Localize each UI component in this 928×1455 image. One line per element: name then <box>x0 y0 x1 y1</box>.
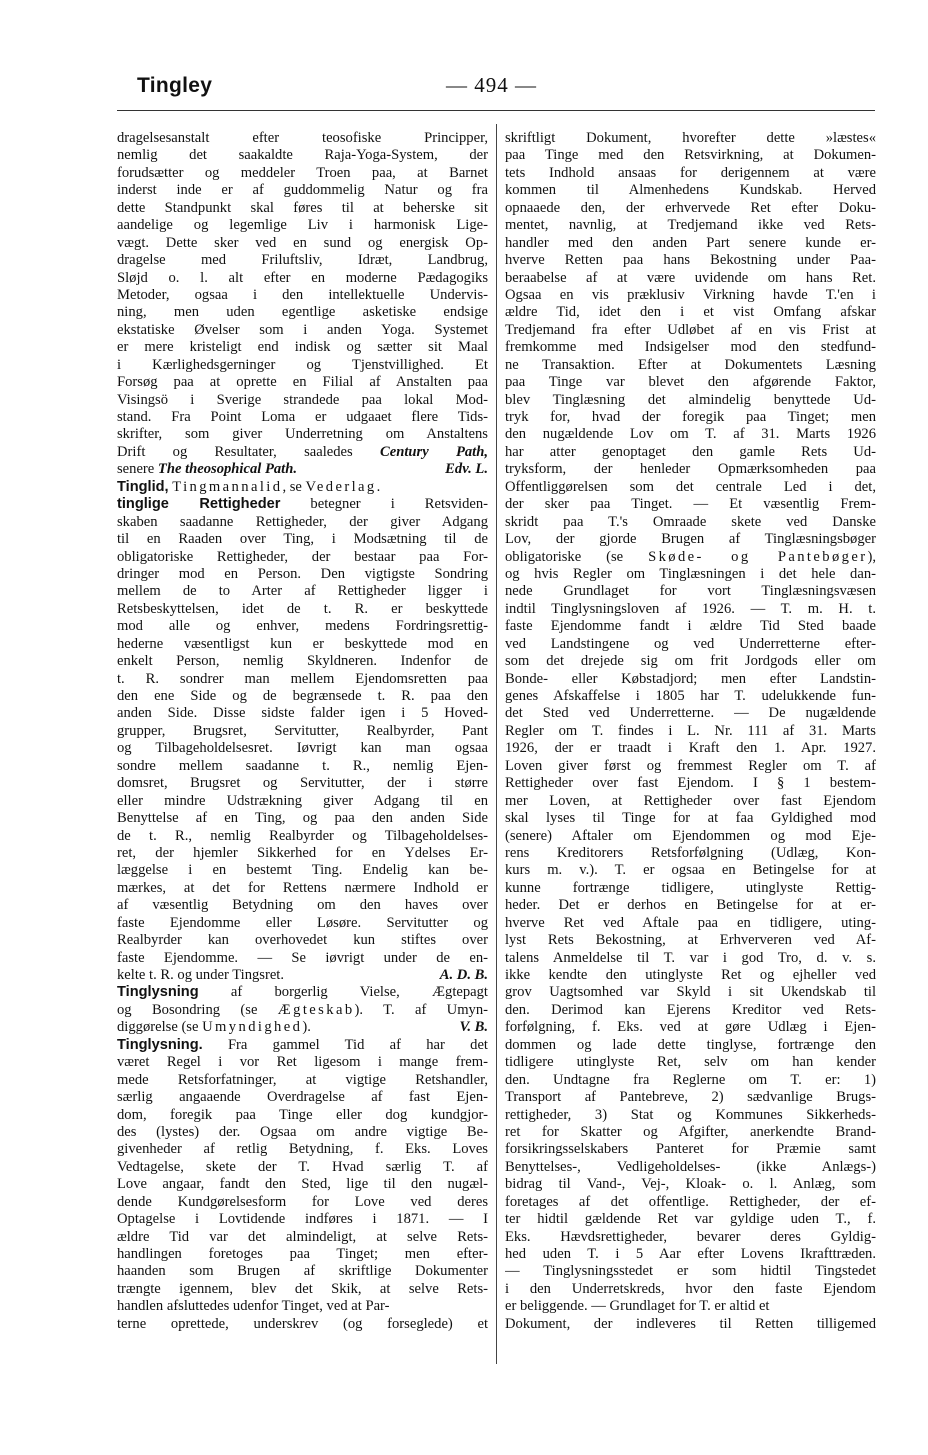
text-line: (senere) Aftaler om Ejendommen og mod Eje- <box>505 827 876 844</box>
text-line: faste Ejendomme fandt i ældre Tid Sted baade <box>505 618 876 635</box>
text-line: ret for Skatter og Afgifter, anerkendte Brand- <box>505 1123 876 1140</box>
text-line: vægt. Dette sker ved en sund og energisk Op- <box>117 234 488 251</box>
text-line: Dokument, der indleveres til Retten tilligemed <box>505 1315 876 1332</box>
text-line: Love angaar, fandt den Sted, lige til den nugæl- <box>117 1176 488 1193</box>
text-line: Offentliggørelsen som det centrale Led i det, <box>505 478 876 495</box>
text-line: og Tilbageholdelsesret. Iøvrigt kan man ogsaa <box>117 740 488 757</box>
text-line: ikke kendte den utinglyste Ret og ejheller ved <box>505 967 876 983</box>
text-line: grupper, Brugsret, Servitutter, Realbyrder, Pant <box>117 722 488 739</box>
text-line: stand. Fra Point Loma er udgaaet flere Tids- <box>117 409 488 425</box>
text-line: dragelsesanstalt efter teosofiske Principper, <box>117 130 488 146</box>
text-line: skaben saadanne Rettigheder, der giver Adgang <box>117 513 488 530</box>
text-line: de t. R., nemlig Realbyrder og Tilbageholdelses- <box>117 827 488 844</box>
text-line: blev Tinglæsning det almindelig benyttede Ud- <box>505 391 876 408</box>
text-line: opnaaede den, der erhvervede Ret efter Doku- <box>505 199 876 216</box>
text-line: enkelt Person, nemlig Skyldneren. Indenfor de <box>117 653 488 670</box>
text-line: t. R. sondrer man mellem Ejendomsretten paa <box>117 670 488 687</box>
text-line: mod alle og enhver, medens Fordringsrettig- <box>117 618 488 635</box>
text-line: terne oprettede, underskrev (og forseglede) et <box>117 1315 488 1332</box>
text-line: ekstatiske Øvelser som i anden Yoga. Systemet <box>117 321 488 338</box>
text-line: den ene Side og de begrænsede t. R. paa den <box>117 688 488 704</box>
text-line: anden Side. Disse sidste falder igen i 5 Hoved- <box>117 705 488 722</box>
text-line: af væsentlig Betydning om den haves over <box>117 897 488 914</box>
text-line: den nugældende Lov om T. af 31. Marts 1926 <box>505 426 876 443</box>
text-line: dom, foregik paa Tinge eller dog kundgjor- <box>117 1106 488 1123</box>
text-line: den. Undtagne fra Reglerne om T. er: 1) <box>505 1071 876 1088</box>
text-line: forudsætter og meddeler Troen paa, at Barnet <box>117 164 488 181</box>
text-line: fremkomme med Indsigelser mod den stedfund- <box>505 339 876 356</box>
text-line: skridt paa T.'s Omraade skete ved Danske <box>505 513 876 530</box>
text-line: mellem de to Arter af Rettigheder ligger i <box>117 583 488 600</box>
text-line: tets Indhold ansaas for derigennem at være <box>505 164 876 181</box>
text-line: og hvis Regler om Tinglæsningen i det hele dan- <box>505 565 876 582</box>
text-line: hederne væsentligst kun er beskyttede mod en <box>117 635 488 652</box>
text-line: Visingsö i Sverige strandede paa lokal Mod- <box>117 391 488 408</box>
text-line: Benyttelse af en Ting, og paa den anden Side <box>117 810 488 827</box>
text-line: kelte t. R. og under Tingsret. A. D. B. <box>117 967 488 983</box>
text-line: Bonde- eller Købstadjord; men efter Landstin- <box>505 670 876 687</box>
text-line: til en Raaden over Ting, i Modsætning til de <box>117 531 488 548</box>
text-line: rettigheder, 3) Stat og Kommunes Sikkerheds- <box>505 1106 876 1123</box>
text-line: Rettigheder over fast Ejendom. I § 1 bestem- <box>505 775 876 792</box>
text-line: har atter genoptaget den gamle Rets Ud- <box>505 443 876 460</box>
text-line: senere The theosophical Path. Edv. L. <box>117 461 488 478</box>
page-number: — 494 — <box>446 73 537 97</box>
text-line: mentet, navnlig, at Tredjemand ikke ved Rets- <box>505 217 876 234</box>
text-line: skal lyses til Tinge for at faa Gyldighed mod <box>505 810 876 827</box>
text-line: som det drejede sig om frit Jordgods eller om <box>505 653 876 670</box>
text-line: dommen og lade dette tinglyse, fortrænge den <box>505 1036 876 1053</box>
text-line: trængte igennem, blev det Skik, at selve Rets- <box>117 1280 488 1297</box>
text-line: beraabelse af at være uvidende om hans Ret. <box>505 269 876 286</box>
text-line: dette Standpunkt skal føres til at beherske sit <box>117 199 488 216</box>
text-line: ne Transaktion. Efter at Dokumentets Læsning <box>505 356 876 373</box>
text-line: skriftligt Dokument, hvorefter dette »læstes« <box>505 130 876 146</box>
text-line: tryk for, hvad der foregik paa Tinget; men <box>505 409 876 425</box>
text-line: eller mindre Udstrækning giver Adgang til en <box>117 792 488 809</box>
text-line: lyst Rets Bekostning, at Erhververen ved Af- <box>505 932 876 949</box>
text-line: Eks. Hævdsrettigheder, bevarer deres Gyldig- <box>505 1228 876 1245</box>
text-line: mer Loven, at Rettigheder over fast Ejendom <box>505 792 876 809</box>
text-line: hverve Retten paa hans Bekostning under Paa- <box>505 252 876 269</box>
text-line: er beliggende. — Grundlaget for T. er altid et <box>505 1298 770 1315</box>
text-line: Benyttelses-, Vedligeholdelses- (ikke Anlægs-) <box>505 1158 876 1175</box>
text-line: skrifter, som giver Underretning om Anstaltens <box>117 426 488 443</box>
text-line: aandelige og legemlige Liv i harmonisk Lige- <box>117 217 488 234</box>
text-line: faste Ejendomme eller Løsøre. Servitutter og <box>117 914 488 931</box>
left-column <box>117 130 488 1333</box>
text-line: i Kærlighedsgerninger og Tjenstvillighed. Et <box>117 356 488 373</box>
text-line: ved Landstingene og ved Underretterne efter- <box>505 635 876 652</box>
text-line: kurs m. v.). T. er ogsaa en Betingelse for at <box>505 862 876 879</box>
text-line: ældre Tid, idet den i et vist Omfang afskar <box>505 304 876 321</box>
text-line: handler med den anden Part senere kunde er- <box>505 234 876 251</box>
text-line: hed uden T. i 5 Aar efter Lovens Ikrafttræden. <box>505 1246 876 1262</box>
text-line: domsret, Brugsret og Servitutter, der i større <box>117 775 488 792</box>
text-line: bidrag til Vand-, Vej-, Kloak- o. l. Anlæg, som <box>505 1176 876 1193</box>
text-line: ning, men uden egentlige asketiske endsige <box>117 304 488 321</box>
running-head-word: Tingley <box>137 74 213 97</box>
text-line: sondre mellem saadanne t. R., nemlig Ejen- <box>117 757 488 774</box>
text-line: Sløjd o. l. alt efter en moderne Pædagogiks <box>117 269 488 286</box>
text-line: Tinglid, Tingmannalid, se Vederlag. <box>117 478 383 495</box>
text-line: kunne fortrænge tidligere, utinglyste Rettig- <box>505 879 876 896</box>
text-line: Metoder, ogsaa i den intellektuelle Undervis- <box>117 286 488 303</box>
text-line: indtil Tinglysningsloven af 1926. — T. m. H. t. <box>505 600 876 617</box>
text-line: ældre Tid var det almindeligt, at selve Rets- <box>117 1228 488 1245</box>
text-line: Vedtagelse, skete der T. Hvad særlig T. af <box>117 1158 488 1175</box>
text-line: været Regel i vor Ret ligesom i mange frem- <box>117 1054 488 1071</box>
text-line: dende Kundgørelsesform for Love ved deres <box>117 1193 488 1210</box>
text-line: Lov, der gjorde Brugen af Tinglæsningsbøger <box>505 531 876 548</box>
text-line: givenheder af retlig Betydning, f. Eks. Loves <box>117 1141 488 1158</box>
text-line: paa Tinge var blevet den afgørende Faktor, <box>505 374 876 391</box>
text-line: Forsøg paa at oprette en Filial af Anstalten paa <box>117 374 488 391</box>
text-line: grov Uagtsomhed var Skyld i sit Ukendskab til <box>505 984 876 1001</box>
running-header <box>0 70 928 110</box>
text-line: — Tinglysningsstedet er som hidtil Tingstedet <box>505 1263 876 1280</box>
text-line: forfølgning, f. Eks. ved at gøre Udlæg i Ejen- <box>505 1019 876 1036</box>
text-line: den. Derimod kan Ejerens Kreditor ved Rets- <box>505 1001 876 1018</box>
text-line: i den Underretskreds, hvor den faste Ejendom <box>505 1280 876 1297</box>
text-line: faste Ejendomme. — Se iøvrigt under de en- <box>117 949 488 966</box>
text-line: er mere kristeligt end indisk og sætter sit Maal <box>117 339 488 356</box>
text-line: haanden som Brugen af skriftlige Dokumenter <box>117 1263 488 1280</box>
text-line: dringer mod en Person. Den vigtigste Sondring <box>117 565 488 582</box>
text-line: Retsbeskyttelsen, idet de t. R. er beskyttede <box>117 600 488 617</box>
text-line: det Sted ved Underretterne. — De nugældende <box>505 705 876 722</box>
text-line: Loven giver først og fremmest Regler om T. af <box>505 757 876 774</box>
text-line: paa Tinge med den Retsvirkning, at Dokumen- <box>505 147 876 164</box>
text-line: tidligere utinglyste Ret, selv om han kender <box>505 1054 876 1071</box>
text-line: 1926, der er traadt i Kraft den 1. Apr. 1927. <box>505 740 876 757</box>
text-line: og Bosondring (se Ægteskab). T. af Umyn- <box>117 1001 488 1018</box>
text-line: Realbyrder kan overhovedet kun stiftes over <box>117 932 488 949</box>
text-line: diggørelse (se Umyndighed). V. B. <box>117 1019 488 1036</box>
text-line: talens Anmeldelse til T. var i god Tro, d. v. s. <box>505 949 876 966</box>
text-line: handlingen foretoges paa Tinget; men efter- <box>117 1246 488 1262</box>
text-line: Tredjemand fra efter Udløbet af en vis Frist at <box>505 321 876 338</box>
text-line: mærkes, at det for Rettens nærmere Indhold er <box>117 879 488 896</box>
text-line: Tinglysning af borgerlig Vielse, Ægtepagt <box>117 984 488 1001</box>
text-line: tinglige Rettigheder betegner i Retsviden- <box>117 496 488 513</box>
text-line: heder. Det er derhos en Betingelse for at er- <box>505 897 876 914</box>
text-line: Drift og Resultater, saaledes Century Path, <box>117 443 488 460</box>
text-line: Transport af Pantebreve, 2) sædvanlige Brugs- <box>505 1089 876 1106</box>
text-line: rens Kreditorers Retsforfølgning (Udlæg, Kon- <box>505 844 876 861</box>
text-line: dragelse med Friluftsliv, Idræt, Landbrug, <box>117 252 488 269</box>
text-line: foretages af det offentlige. Rettigheder, der ef- <box>505 1193 876 1210</box>
text-line: ter hidtil gældende Ret var gyldige uden T., f. <box>505 1211 876 1228</box>
text-line: særlig angaaende Overdragelse af fast Ejen- <box>117 1089 488 1106</box>
right-column <box>505 130 876 1333</box>
text-line: nemlig det saakaldte Raja-Yoga-System, der <box>117 147 488 164</box>
text-line: handlen afsluttedes udenfor Tinget, ved at Par- <box>117 1298 390 1315</box>
text-line: kommen til Almenhedens Kundskab. Herved <box>505 182 876 199</box>
text-line: Regler om T. findes i L. Nr. 111 af 31. Marts <box>505 722 876 739</box>
text-line: hverve Ret ved Aftale paa en tidligere, uting- <box>505 914 876 931</box>
text-line: des (lystes) der. Ogsaa om andre vigtige Be- <box>117 1123 488 1140</box>
column-divider <box>496 124 497 1364</box>
text-line: obligatoriske (se Skøde- og Pantebøger), <box>505 548 876 565</box>
text-line: nede Grundlaget for vort Tinglæsningsvæsen <box>505 583 876 600</box>
text-line: inderst inde er af guddommelig Natur og fra <box>117 182 488 199</box>
text-line: Optagelse i Lovtidende indføres i 1871. — I <box>117 1211 488 1228</box>
header-rule <box>117 110 875 111</box>
text-line: genes Afskaffelse i 1805 har T. udelukkende fun- <box>505 688 876 704</box>
text-line: obligatoriske Rettigheder, der bestaar paa For- <box>117 548 488 565</box>
text-line: mede Retsforfatninger, at vigtige Retshandler, <box>117 1071 488 1088</box>
text-line: tryksform, der henleder Opmærksomheden paa <box>505 461 876 478</box>
text-line: forsikringsselskabers Panteret for Præmie samt <box>505 1141 876 1158</box>
text-line: læggelse i en bestemt Ting. Endelig kan be- <box>117 862 488 879</box>
text-line: Ogsaa en vis præklusiv Virkning havde T.'en i <box>505 286 876 303</box>
text-line: Tinglysning. Fra gammel Tid af har det <box>117 1036 488 1053</box>
text-line: der sker paa Tinget. — Et væsentlig Frem- <box>505 496 876 513</box>
text-line: ret, der hjemler Sikkerhed for en Ydelses Er- <box>117 844 488 861</box>
